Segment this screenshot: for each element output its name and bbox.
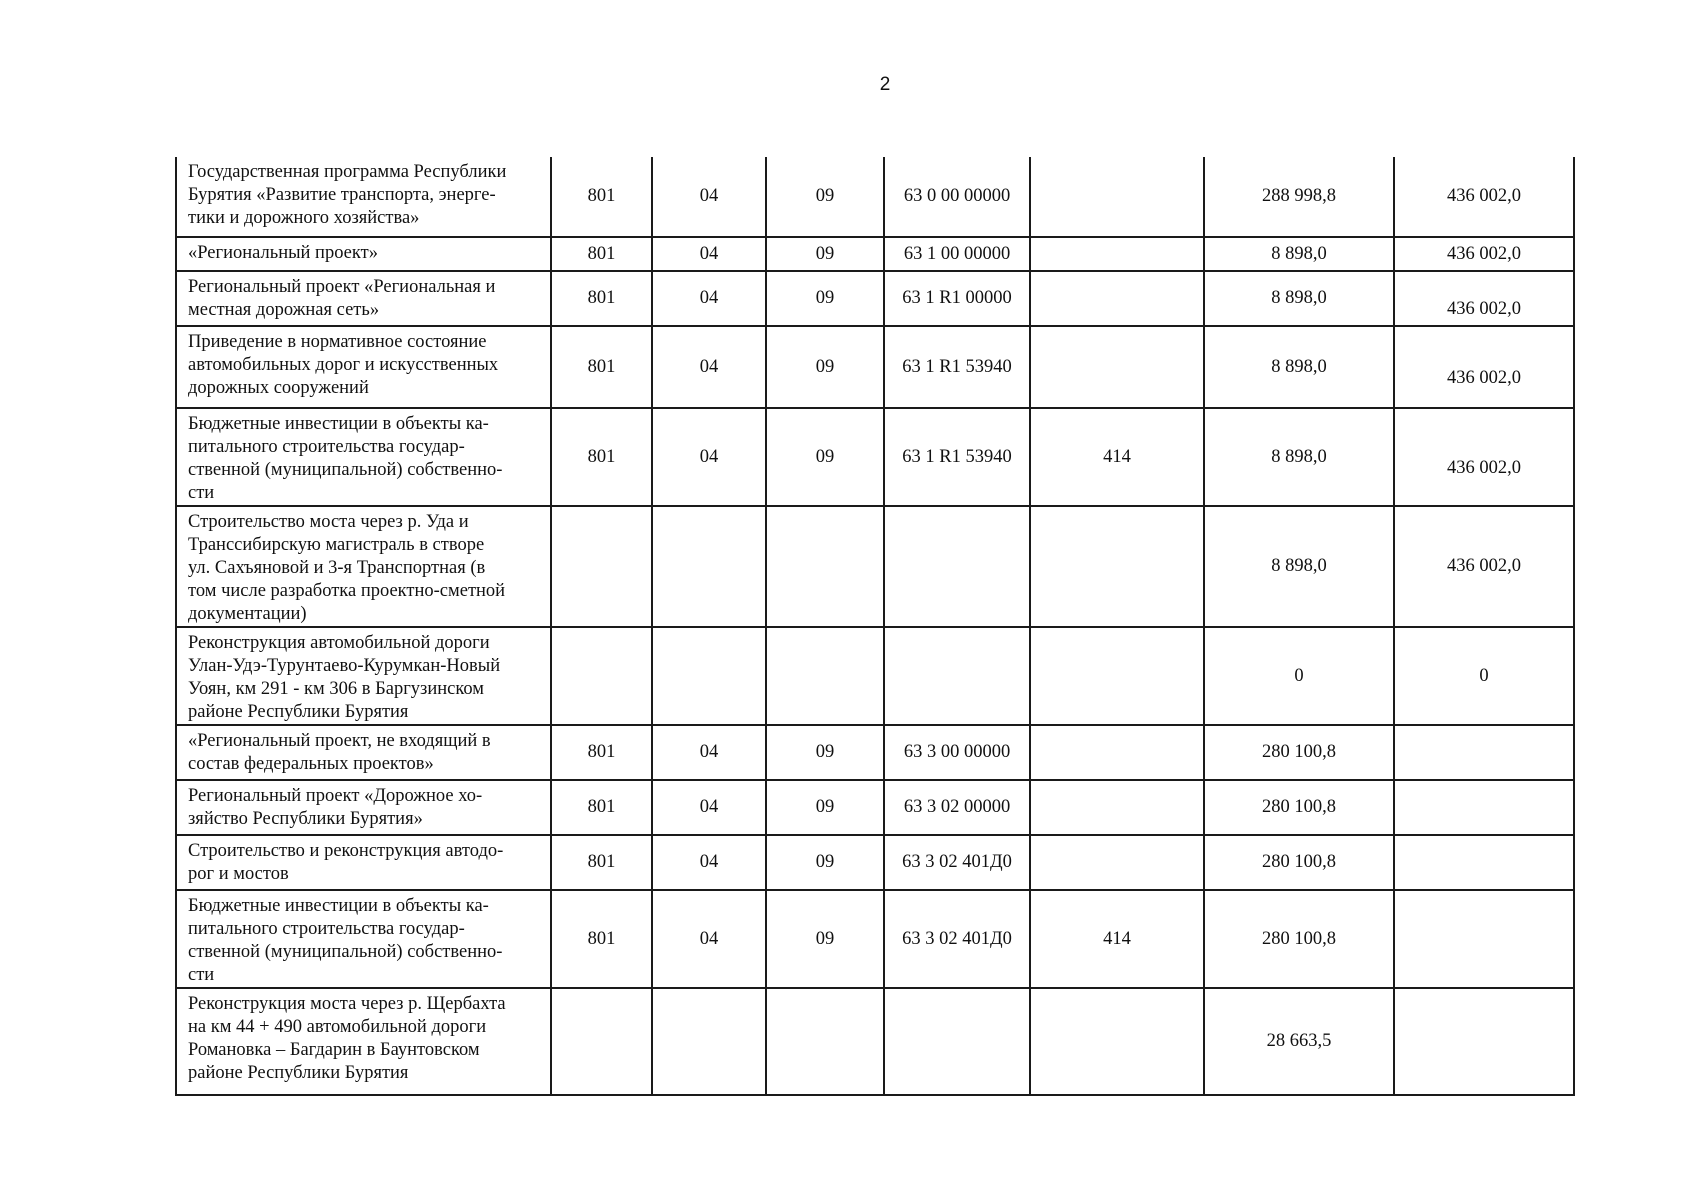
row-name-line: Уоян, км 291 - км 306 в Баргузинском — [188, 679, 484, 699]
amount-1-cell: 280 100,8 — [1204, 725, 1394, 780]
expense-type-cell: 414 — [1030, 408, 1204, 506]
row-name-cell — [176, 271, 551, 326]
amount-2-cell: 0 — [1394, 627, 1574, 725]
row-name-line: питального строительства государ- — [188, 437, 465, 457]
table-body — [176, 157, 1574, 1095]
section-code-cell: 04 — [652, 157, 766, 237]
section-code-cell: 04 — [652, 408, 766, 506]
row-name-line: Бюджетные инвестиции в объекты ка- — [188, 414, 489, 434]
amount-2-value: 436 002,0 — [1447, 367, 1521, 388]
target-article-cell — [884, 627, 1030, 725]
ministry-code-cell: 801 — [551, 237, 652, 271]
expense-type-cell — [1030, 627, 1204, 725]
expense-type-cell — [1030, 780, 1204, 835]
subsection-code-cell: 09 — [766, 725, 884, 780]
amount-2-cell — [1394, 271, 1574, 326]
row-name-line: Строительство моста через р. Уда и — [188, 512, 469, 532]
row-name-line: ул. Сахъяновой и 3-я Транспортная (в — [188, 558, 486, 578]
row-name-line: Региональный проект «Дорожное хо- — [188, 786, 483, 806]
amount-1-cell: 28 663,5 — [1204, 988, 1394, 1095]
target-article-cell — [884, 506, 1030, 627]
amount-2-cell: 436 002,0 — [1394, 506, 1574, 627]
section-code-cell: 04 — [652, 835, 766, 890]
subsection-code-cell — [766, 988, 884, 1095]
target-article-cell: 63 3 02 401Д0 — [884, 835, 1030, 890]
expense-type-cell — [1030, 506, 1204, 627]
table-row — [176, 988, 1574, 1095]
page-number: 2 — [879, 74, 891, 95]
row-name-line: Бюджетные инвестиции в объекты ка- — [188, 896, 489, 916]
row-name-line: Региональный проект «Региональная и — [188, 277, 496, 297]
row-name-line: Улан-Удэ-Турунтаево-Курумкан-Новый — [188, 656, 501, 676]
row-name-line: состав федеральных проектов» — [188, 754, 434, 774]
row-name-line: сти — [188, 965, 215, 985]
amount-2-value: 436 002,0 — [1447, 457, 1521, 478]
row-name-line: Транссибирскую магистраль в створе — [188, 535, 485, 555]
amount-2-value: 436 002,0 — [1447, 299, 1521, 319]
row-name-line: Строительство и реконструкция автодо- — [188, 841, 504, 861]
row-name-line: Реконструкция моста через р. Щербахта — [188, 994, 506, 1014]
row-name-line: «Региональный проект» — [188, 243, 378, 263]
ministry-code-cell — [551, 506, 652, 627]
row-name-line: документации) — [188, 604, 307, 624]
subsection-code-cell: 09 — [766, 271, 884, 326]
row-name-cell — [176, 890, 551, 988]
amount-2-cell — [1394, 835, 1574, 890]
table-row — [176, 725, 1574, 780]
section-code-cell: 04 — [652, 780, 766, 835]
expense-type-cell: 414 — [1030, 890, 1204, 988]
amount-2-cell — [1394, 780, 1574, 835]
section-code-cell: 04 — [652, 725, 766, 780]
row-name-line: дорожных сооружений — [188, 378, 369, 398]
expense-type-cell — [1030, 271, 1204, 326]
amount-2-cell — [1394, 988, 1574, 1095]
amount-1-cell: 0 — [1204, 627, 1394, 725]
subsection-code-cell — [766, 627, 884, 725]
amount-2-cell: 436 002,0 — [1394, 157, 1574, 237]
amount-1-cell: 288 998,8 — [1204, 157, 1394, 237]
row-name-line: ственной (муниципальной) собственно- — [188, 460, 503, 480]
row-name-line: сти — [188, 483, 215, 503]
row-name-line: Реконструкция автомобильной дороги — [188, 633, 490, 653]
section-code-cell — [652, 506, 766, 627]
ministry-code-cell: 801 — [551, 890, 652, 988]
subsection-code-cell: 09 — [766, 408, 884, 506]
table-row — [176, 627, 1574, 725]
expense-type-cell — [1030, 157, 1204, 237]
ministry-code-cell: 801 — [551, 725, 652, 780]
row-name-cell — [176, 835, 551, 890]
row-name-line: районе Республики Бурятия — [188, 702, 409, 722]
target-article-cell — [884, 988, 1030, 1095]
budget-table — [175, 157, 1575, 1096]
ministry-code-cell: 801 — [551, 408, 652, 506]
ministry-code-cell — [551, 988, 652, 1095]
row-name-cell — [176, 326, 551, 408]
amount-1-cell: 8 898,0 — [1204, 408, 1394, 506]
subsection-code-cell: 09 — [766, 890, 884, 988]
row-name-line: зяйство Республики Бурятия» — [188, 809, 423, 829]
section-code-cell: 04 — [652, 271, 766, 326]
target-article-cell: 63 3 02 401Д0 — [884, 890, 1030, 988]
table-row — [176, 326, 1574, 408]
target-article-cell: 63 1 R1 53940 — [884, 408, 1030, 506]
ministry-code-cell: 801 — [551, 780, 652, 835]
table-row — [176, 835, 1574, 890]
row-name-line: «Региональный проект, не входящий в — [188, 731, 491, 751]
table-row — [176, 780, 1574, 835]
row-name-line: на км 44 + 490 автомобильной дороги — [188, 1017, 487, 1037]
table-row — [176, 408, 1574, 506]
amount-2-cell — [1394, 408, 1574, 506]
row-name-cell — [176, 627, 551, 725]
row-name-line: Бурятия «Развитие транспорта, энерге- — [188, 185, 496, 205]
amount-1-cell: 8 898,0 — [1204, 271, 1394, 326]
ministry-code-cell: 801 — [551, 271, 652, 326]
subsection-code-cell — [766, 506, 884, 627]
row-name-line: местная дорожная сеть» — [188, 300, 380, 320]
row-name-cell — [176, 780, 551, 835]
section-code-cell — [652, 988, 766, 1095]
ministry-code-cell: 801 — [551, 157, 652, 237]
table-row — [176, 890, 1574, 988]
table-row — [176, 271, 1574, 326]
target-article-cell: 63 0 00 00000 — [884, 157, 1030, 237]
row-name-line: ственной (муниципальной) собственно- — [188, 942, 503, 962]
expense-type-cell — [1030, 835, 1204, 890]
row-name-line: Государственная программа Республики — [188, 162, 507, 182]
amount-2-cell: 436 002,0 — [1394, 237, 1574, 271]
row-name-cell — [176, 988, 551, 1095]
amount-1-cell: 8 898,0 — [1204, 326, 1394, 408]
table-row — [176, 237, 1574, 271]
ministry-code-cell — [551, 627, 652, 725]
expense-type-cell — [1030, 988, 1204, 1095]
section-code-cell: 04 — [652, 237, 766, 271]
row-name-line: Приведение в нормативное состояние — [188, 332, 487, 352]
amount-1-cell: 280 100,8 — [1204, 780, 1394, 835]
row-name-line: том числе разработка проектно-сметной — [188, 581, 506, 601]
row-name-cell — [176, 725, 551, 780]
expense-type-cell — [1030, 237, 1204, 271]
row-name-cell — [176, 506, 551, 627]
row-name-cell — [176, 157, 551, 237]
amount-1-cell: 280 100,8 — [1204, 835, 1394, 890]
amount-2-cell — [1394, 326, 1574, 408]
subsection-code-cell: 09 — [766, 835, 884, 890]
table-row — [176, 157, 1574, 237]
target-article-cell: 63 1 R1 00000 — [884, 271, 1030, 326]
amount-2-cell — [1394, 725, 1574, 780]
amount-2-cell — [1394, 890, 1574, 988]
row-name-line: Романовка – Багдарин в Баунтовском — [188, 1040, 480, 1060]
section-code-cell — [652, 627, 766, 725]
ministry-code-cell: 801 — [551, 326, 652, 408]
expense-type-cell — [1030, 725, 1204, 780]
row-name-line: тики и дорожного хозяйства» — [188, 208, 420, 228]
subsection-code-cell: 09 — [766, 157, 884, 237]
ministry-code-cell: 801 — [551, 835, 652, 890]
row-name-line: автомобильных дорог и искусственных — [188, 355, 499, 375]
amount-1-cell: 8 898,0 — [1204, 237, 1394, 271]
section-code-cell: 04 — [652, 890, 766, 988]
target-article-cell: 63 1 R1 53940 — [884, 326, 1030, 408]
amount-1-cell: 8 898,0 — [1204, 506, 1394, 627]
row-name-line: рог и мостов — [188, 864, 289, 884]
row-name-line: районе Республики Бурятия — [188, 1063, 409, 1083]
row-name-line: питального строительства государ- — [188, 919, 465, 939]
amount-1-cell: 280 100,8 — [1204, 890, 1394, 988]
target-article-cell: 63 3 00 00000 — [884, 725, 1030, 780]
target-article-cell: 63 3 02 00000 — [884, 780, 1030, 835]
row-name-cell — [176, 408, 551, 506]
table-row — [176, 506, 1574, 627]
subsection-code-cell: 09 — [766, 780, 884, 835]
section-code-cell: 04 — [652, 326, 766, 408]
row-name-cell — [176, 237, 551, 271]
expense-type-cell — [1030, 326, 1204, 408]
target-article-cell: 63 1 00 00000 — [884, 237, 1030, 271]
subsection-code-cell: 09 — [766, 237, 884, 271]
subsection-code-cell: 09 — [766, 326, 884, 408]
